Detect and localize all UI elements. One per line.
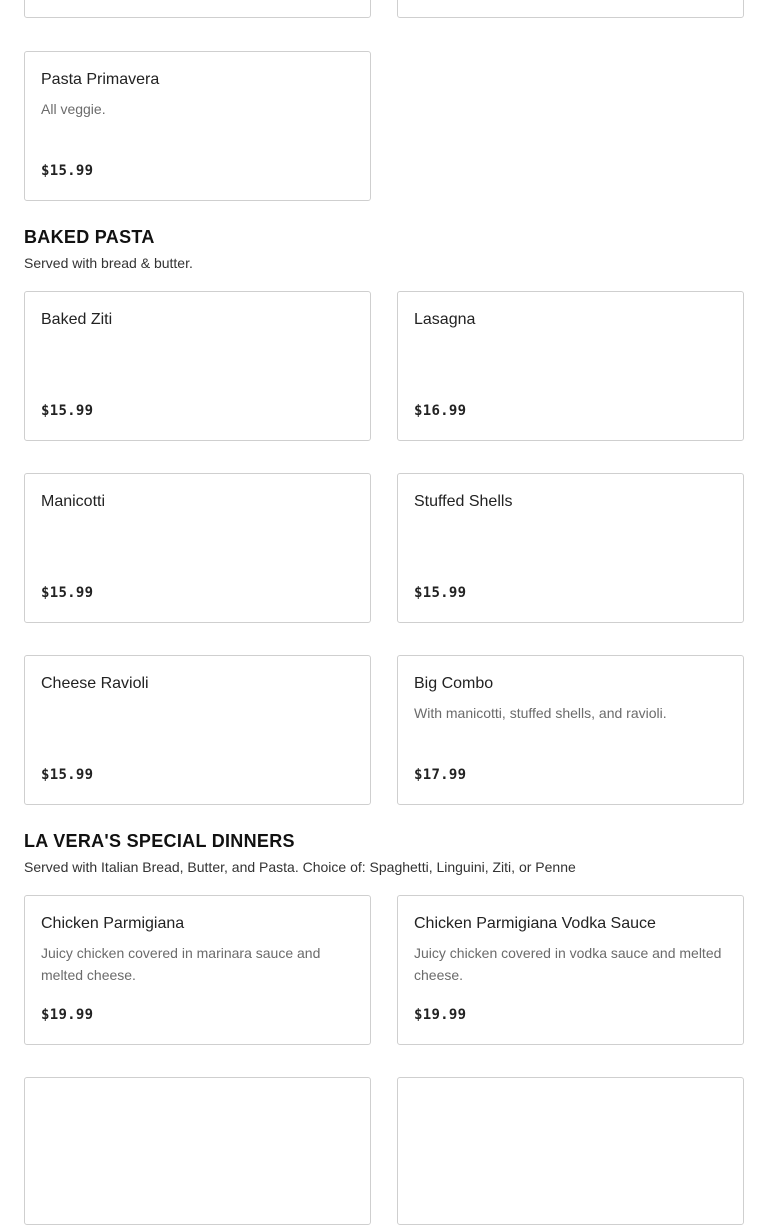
menu-item-description: Juicy chicken covered in vodka sauce and melted cheese. [414, 945, 722, 983]
menu-item-name: Chicken Parmigiana Vodka Sauce [414, 915, 656, 932]
menu-item-card[interactable] [397, 291, 744, 441]
section-subtitle: Served with bread & butter. [24, 255, 193, 271]
menu-item-price: $15.99 [414, 585, 467, 601]
menu-item-name: Baked Ziti [41, 311, 113, 328]
menu-item-card[interactable] [24, 0, 371, 18]
menu-item-price: $17.99 [414, 767, 467, 783]
menu-item-name: Big Combo [414, 675, 494, 692]
menu-item-name: Pasta Primavera [41, 71, 160, 88]
menu-item-name: Lasagna [414, 311, 476, 328]
menu-item-card[interactable] [24, 473, 371, 623]
section-title: BAKED PASTA [24, 227, 155, 247]
menu-item-description: All veggie. [41, 101, 106, 117]
menu-item-card[interactable] [397, 655, 744, 805]
menu-item-name: Chicken Parmigiana [41, 915, 185, 932]
menu-item-description: Juicy chicken covered in marinara sauce and melted cheese. [41, 945, 321, 983]
section-subtitle: Served with Italian Bread, Butter, and Pasta. Choice of: Spaghetti, Linguini, Ziti, or Penne [24, 859, 576, 875]
menu-item-name: Cheese Ravioli [41, 675, 149, 692]
section-title: LA VERA'S SPECIAL DINNERS [24, 831, 295, 851]
menu-item-price: $15.99 [41, 767, 94, 783]
menu-item-name: Manicotti [41, 493, 106, 510]
menu-item-price: $19.99 [41, 1007, 94, 1023]
menu-item-card[interactable] [24, 51, 371, 201]
menu-item-card[interactable] [24, 895, 371, 1045]
menu-item-card[interactable] [397, 0, 744, 18]
menu-item-price: $16.99 [414, 403, 467, 419]
menu-item-price: $15.99 [41, 585, 94, 601]
menu-item-description: With manicotti, stuffed shells, and ravioli. [414, 705, 667, 721]
menu-item-card[interactable] [24, 291, 371, 441]
menu-item-card[interactable] [397, 473, 744, 623]
menu-item-card[interactable] [24, 1077, 371, 1225]
menu-item-price: $15.99 [41, 403, 94, 419]
menu-item-name: Stuffed Shells [414, 493, 513, 510]
menu-item-price: $15.99 [41, 163, 94, 179]
menu-item-card[interactable] [24, 655, 371, 805]
menu-item-card[interactable] [397, 1077, 744, 1225]
menu-item-card[interactable] [397, 895, 744, 1045]
menu-item-price: $19.99 [414, 1007, 467, 1023]
